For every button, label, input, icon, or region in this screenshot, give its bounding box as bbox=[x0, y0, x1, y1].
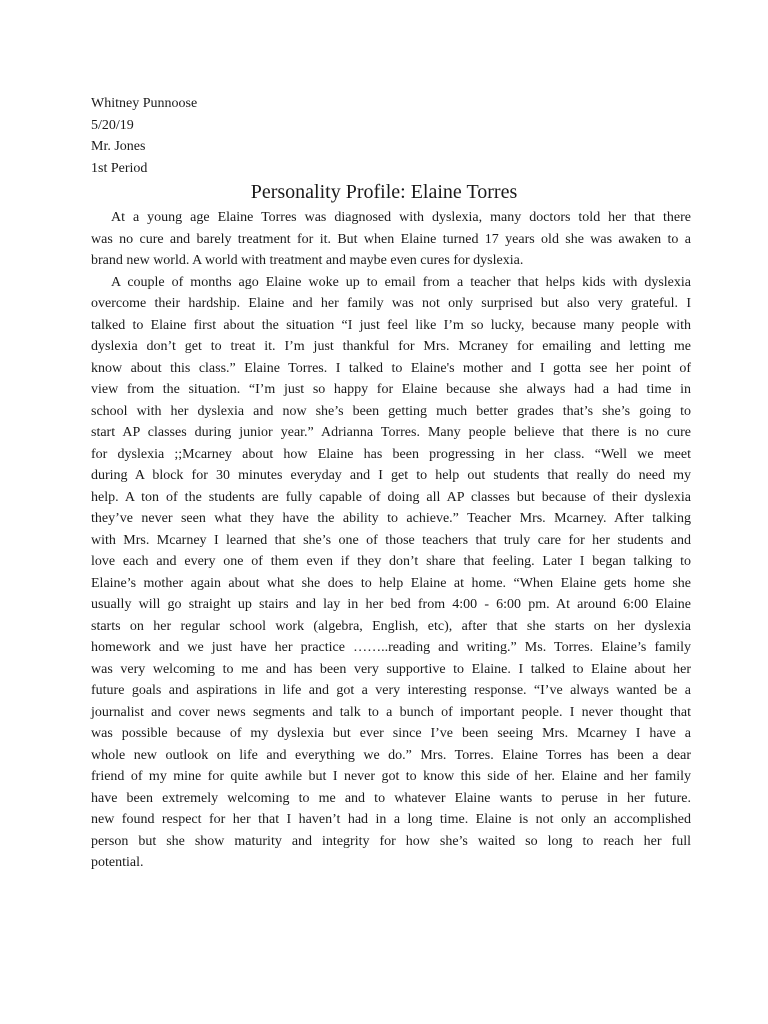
body-line: A couple of months ago Elaine woke up to email from a teacher that helps kids with dyslexia bbox=[111, 274, 691, 290]
body-line: potential. bbox=[91, 855, 144, 870]
body-line: homework and we just have her practice ……..reading and writing.” Ms. Torres. Elaine’s family bbox=[91, 640, 691, 655]
body-line: have been extremely welcoming to me and to whatever Elaine wants to peruse in her future. bbox=[91, 790, 691, 806]
body-line: At a young age Elaine Torres was diagnosed with dyslexia, many doctors told her that there bbox=[111, 210, 691, 225]
body-line: during A block for 30 minutes everyday and I get to help out students that really do need my bbox=[91, 468, 691, 483]
body-line: was no cure and barely treatment for it. But when Elaine turned 17 years old she was awaken to a bbox=[91, 231, 691, 247]
body-line: with Mrs. Mcarney I learned that she’s one of those teachers that truly care for her students and bbox=[91, 532, 691, 548]
body-line: starts on her regular school work (algebra, English, etc), after that she starts on her dyslexia bbox=[91, 618, 691, 634]
body-line: brand new world. A world with treatment and maybe even cures for dyslexia. bbox=[91, 253, 524, 268]
body-line: usually will go straight up stairs and lay in her bed from 4:00 - 6:00 pm. At around 6:00 Elaine bbox=[91, 597, 691, 612]
teacher-name: Mr. Jones bbox=[91, 139, 146, 154]
body-line: friend of my mine for quite awhile but I never got to know this side of her. Elaine and her family bbox=[91, 769, 691, 784]
body-line: school with her dyslexia and now she’s been getting much better grades that’s she’s going to bbox=[91, 403, 691, 419]
body-line: future goals and aspirations in life and got a very interesting response. “I’ve always wanted be a bbox=[91, 683, 691, 698]
body-line: help. A ton of the students are fully capable of doing all AP classes but because of their dyslexia bbox=[91, 489, 691, 505]
body-line: start AP classes during junior year.” Adrianna Torres. Many people believe that there is no cure bbox=[91, 425, 691, 440]
body-line: journalist and cover news segments and talk to a bunch of important people. I never thought that bbox=[91, 704, 691, 720]
author-name: Whitney Punnoose bbox=[91, 96, 198, 111]
body-line: they’ve never seen what they have the ability to achieve.” Teacher Mrs. Mcarney. After talking bbox=[91, 511, 691, 526]
header-block bbox=[91, 93, 197, 179]
body-line: dyslexia don’t get to treat it. I’m just thankful for Mrs. Mcraney for emailing and letting me bbox=[91, 339, 691, 354]
body-line: new found respect for her that I haven’t had in a long time. Elaine is not only an accomplished bbox=[91, 812, 691, 827]
body-line: Elaine’s mother again about what she does to help Elaine at home. “When Elaine gets home she bbox=[91, 575, 691, 591]
body-line: whole new outlook on life and everything we do.” Mrs. Torres. Elaine Torres has been a dear bbox=[91, 747, 691, 763]
body-line: person but she show maturity and integrity for how she’s waited so long to reach her full bbox=[91, 833, 691, 849]
body-line: for dyslexia ;;Mcarney about how Elaine has been progressing in her class. “Well we meet bbox=[91, 446, 691, 462]
body-line: was possible because of my dyslexia but ever since I’ve been seeing Mrs. Mcarney I have a bbox=[91, 726, 691, 741]
body-line: view from the situation. “I’m just so happy for Elaine because she always had a had time in bbox=[91, 382, 691, 397]
body-line: love each and every one of them even if they don’t share that feeling. Later I began talking to bbox=[91, 554, 691, 569]
essay-body bbox=[91, 207, 691, 874]
date: 5/20/19 bbox=[91, 117, 134, 133]
page-title: Personality Profile: Elaine Torres bbox=[250, 181, 518, 203]
body-line: was very welcoming to me and has been very supportive to Elaine. I talked to Elaine about her bbox=[91, 661, 691, 677]
class-period: 1st Period bbox=[91, 160, 148, 176]
body-line: talked to Elaine first about the situation “I just feel like I’m so lucky, because many people with bbox=[91, 317, 691, 333]
body-line: overcome their hardship. Elaine and her family was not only surprised but also very grateful. I bbox=[91, 296, 691, 311]
body-line: know about this class.” Elaine Torres. I talked to Elaine's mother and I gotta see her point of bbox=[91, 360, 691, 376]
